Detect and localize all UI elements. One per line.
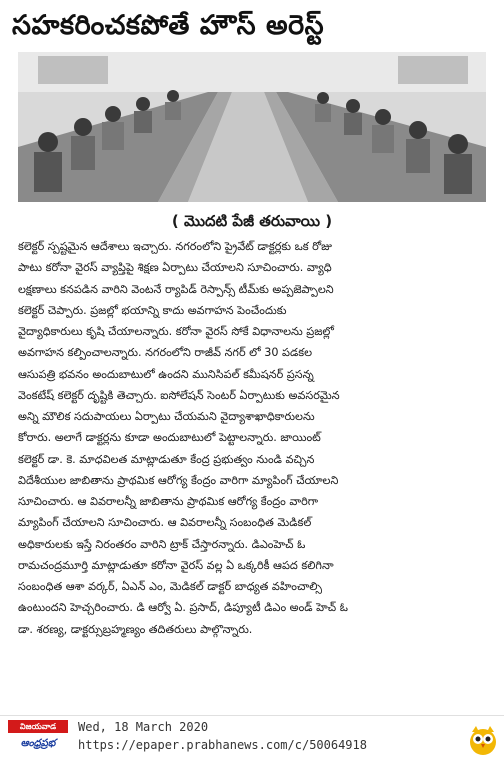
article-line: కలెక్టర్ స్పష్టమైన ఆదేశాలు ఇచ్చారు. నగరంలోని ప్రైవేట్ డాక్టర్లకు ఒక రోజు	[18, 240, 332, 253]
edition-label: విజయవాడ	[8, 720, 68, 733]
article-line: లక్షణాలు కనపడిన వారిని వెంటనే ర్యాపిడ్ రెస్పాన్స్ టీమ్‌కు అప్పజెప్పాలని	[18, 282, 334, 296]
article-line: అవగాహన కల్పించాలన్నారు. నగరంలోని రాజీవ్ నగర్ లో 30 పడకల	[18, 346, 313, 360]
article-line: కలెక్టర్ చెప్పారు. ప్రజల్లో భయాన్ని కాదు అవగాహన పెంచేందుకు	[18, 303, 287, 317]
publication-date: Wed, 18 March 2020	[78, 720, 209, 734]
article-line: సూచించారు. ఆ వివరాలన్నీ జాబితాను ప్రాథమిక ఆరోగ్య కేంద్రం వారిగా	[18, 495, 319, 508]
article-line: వైద్యాధికారులు కృషి చేయాలన్నారు. కరోనా వైరస్ సోకే విధానాలను ప్రజల్లో	[18, 325, 334, 338]
article-line: అధికారులకు ఇస్తే నిరంతరం వారిని ట్రాక్ చేస్తారన్నారు. డిఎంహెచ్ ఓ	[18, 537, 306, 551]
headline: సహకరించకపోతే హౌస్ అరెస్ట్	[12, 10, 325, 41]
article-line: డా. శరణ్య, డాక్టర్సుబ్రహ్మణ్యం తదితరులు పాల్గొన్నారు.	[18, 622, 253, 636]
owl-mascot-icon	[468, 724, 498, 756]
epaper-footer	[0, 715, 504, 761]
article-line: కోరారు. అలాగే డాక్టర్లను కూడా అందుబాటులో పెట్టాలన్నారు. జాయింట్	[18, 431, 321, 445]
article-body	[18, 236, 490, 712]
article-line: వెంకటేష్ కలెక్టర్ దృష్టికి తెచ్చారు. ఐసోలేషన్ సెంటర్ ఏర్పాటుకు అవసరమైన	[18, 388, 340, 402]
article-line: కలెక్టర్ డా. కె. మాధవిలత మాట్లాడుతూ కేంద్ర ప్రభుత్వం నుండి వచ్చిన	[18, 452, 315, 466]
continuation-subheading: ( మొదటి పేజీ తరువాయి )	[171, 212, 333, 230]
article-line: ఆసుపత్రి భవనం అందుబాటులో ఉందని మునిసిపల్ కమీషనర్ ప్రసన్న	[18, 367, 314, 381]
epaper-url-link[interactable]: https://epaper.prabhanews.com/c/50064918	[78, 738, 367, 752]
article-line: రామచంద్రమూర్తి మాట్లాడుతూ కరోనా వైరస్ వల్ల ఏ ఒక్కరికీ ఆపద కలిగినా	[18, 558, 334, 572]
article-line: విదేశీయుల జాబితాను ప్రాథమిక ఆరోగ్య కేంద్రం వారిగా మ్యాపింగ్ చేయాలని	[18, 473, 339, 487]
article-line: మ్యాపింగ్ చేయాలని సూచించారు. ఆ వివరాలన్నీ సంబంధిత మెడికల్	[18, 516, 312, 530]
publication-logo[interactable]	[8, 720, 68, 756]
article-line: ఉంటుందని హెచ్చరించారు. డి ఆర్వో ఏ. ప్రసాద్, డిప్యూటీ డిఎం అండ్ హెచ్ ఓ	[18, 601, 348, 615]
article-line: సంబంధిత ఆశా వర్కర్, ఏఎన్ ఎం, మెడికల్ డాక్టర్ బాధ్యత వహించాల్సి	[18, 580, 323, 593]
logo-text: ఆంధ్రప్రభ	[20, 738, 56, 749]
meeting-photo	[18, 52, 486, 202]
article-line: పాటు కరోనా వైరస్ వ్యాప్తిపై శిక్షణ ఏర్పాటు చేయాలని సూచించారు. వ్యాధి	[18, 261, 332, 275]
article-line: అన్ని మౌలిక సదుపాయలు ఏర్పాటు చేయమని వైద్యాశాఖాధికారులను	[18, 410, 315, 423]
